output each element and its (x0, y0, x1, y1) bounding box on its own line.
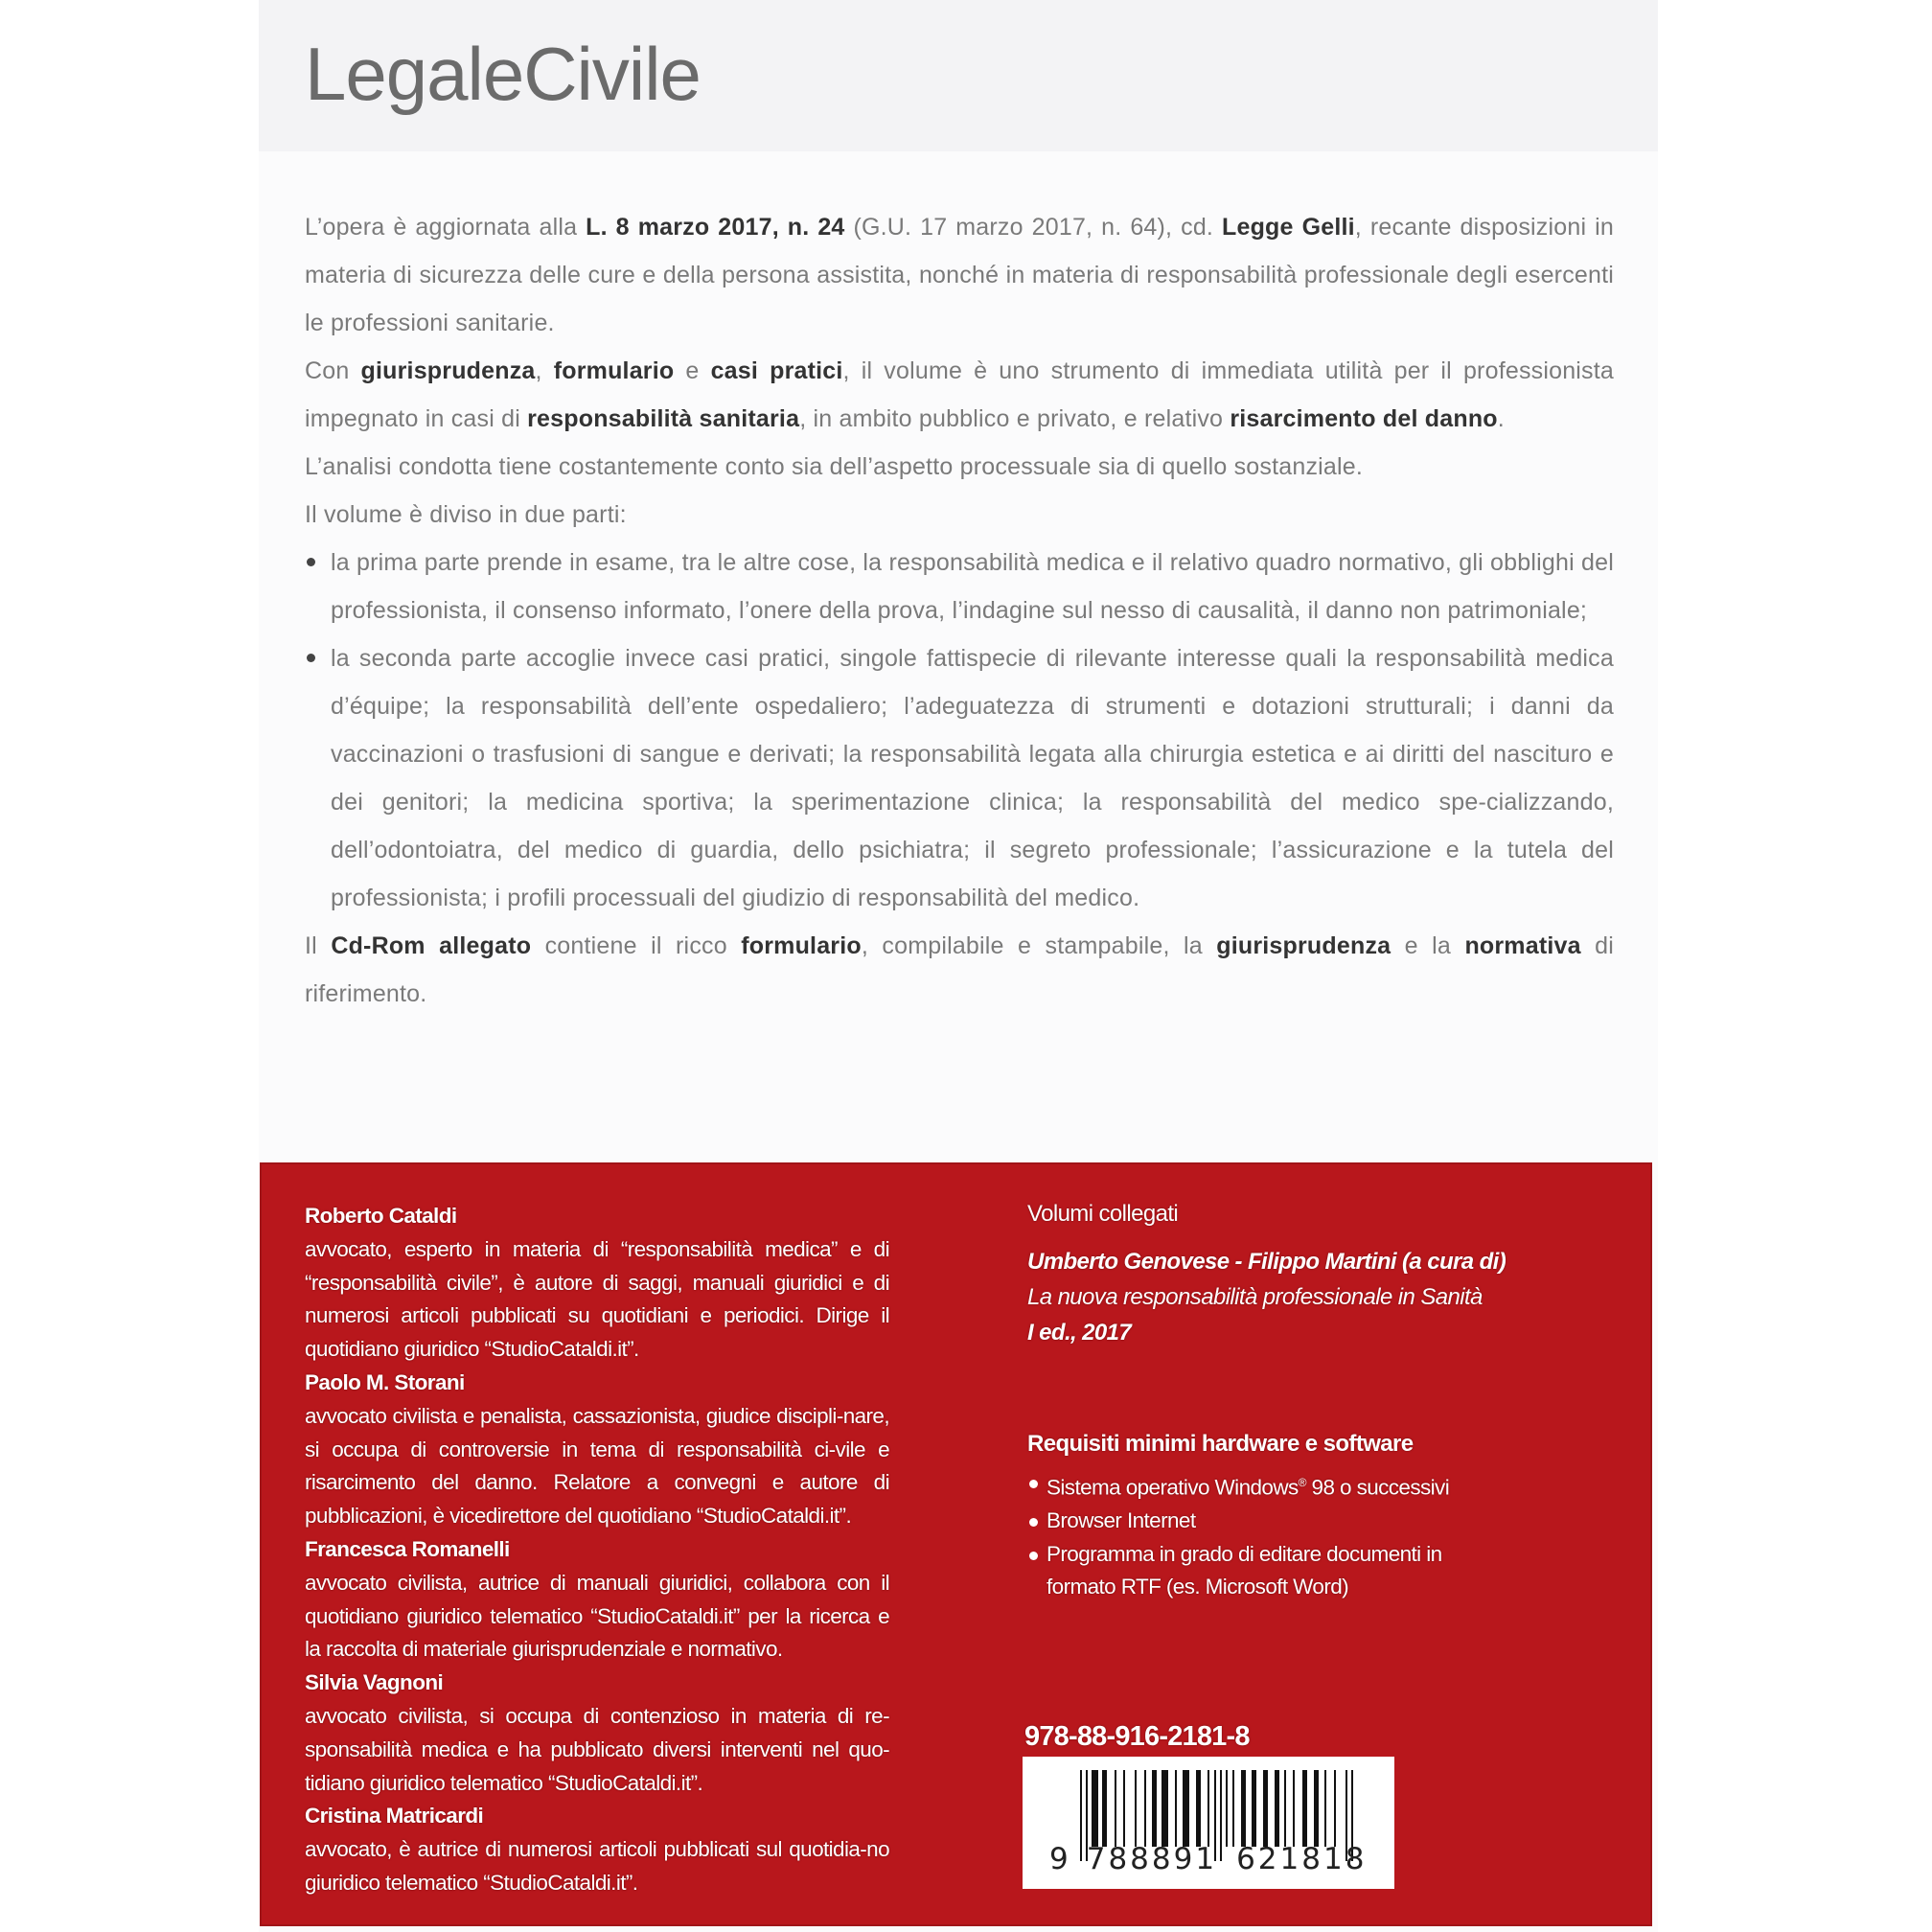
author-bio: avvocato, esperto in materia di “responsabilità medica” e di “responsabilità civile”, è autore di saggi, manuali giuridici e di numerosi articoli pubblicati su quotidiani e periodici. Dirige il quotidiano giuridico “StudioCataldi.it”. (305, 1236, 889, 1362)
author-name: Silvia Vagnoni (305, 1670, 444, 1695)
author-bio: avvocato civilista, si occupa di contenzioso in materia di re-sponsabilità medica e ha pubblicato diversi interventi nel quo-tidiano giuridico telematico “StudioCataldi.it”. (305, 1703, 889, 1795)
barcode-lead-digit: 9 (1049, 1842, 1071, 1876)
text-run: , il volume è uno strumento di immediata utilità per il professionista impegnato in casi di (305, 357, 1615, 432)
authors-list (305, 1200, 889, 1900)
text-run: , in ambito pubblico e privato, e relativo (799, 405, 1230, 432)
description-paragraph-3: L’analisi condotta tiene costantemente conto sia dell’aspetto processuale sia di quello sostanziale. (305, 453, 1364, 480)
barcode-group-2: 621818 (1236, 1842, 1368, 1876)
keyword: Cd-Rom allegato (331, 932, 532, 959)
text-run: di riferimento. (305, 932, 1614, 1007)
keyword: normativa (1464, 932, 1581, 959)
bullet-icon (1029, 1480, 1038, 1488)
registered-mark: ® (1298, 1476, 1306, 1489)
keyword: formulario (741, 932, 862, 959)
text-run: , (535, 357, 554, 384)
text-run: L’opera è aggiornata alla (305, 214, 586, 241)
author-bio: avvocato, è autrice di numerosi articoli pubblicati sul quotidia-no giuridico telematico “StudioCataldi.it”. (305, 1837, 889, 1895)
author-bio: avvocato civilista, autrice di manuali giuridici, collabora con il quotidiano giuridico telematico “StudioCataldi.it” per la ricerca e la raccolta di materiale giurisprudenziale e normativo. (305, 1570, 889, 1662)
text-run: . (1497, 405, 1505, 432)
bullet-icon (307, 558, 315, 566)
requirement-item (1027, 1505, 1468, 1538)
bullet-icon (1029, 1552, 1038, 1560)
author-entry (305, 1800, 889, 1899)
barcode-digits (1049, 1842, 1368, 1876)
list-item (305, 539, 1614, 634)
list-item-text: la prima parte prende in esame, tra le altre cose, la responsabilità medica e il relativo quadro normativo, gli obblighi del professionista, il consenso informato, l’onere della prova, l’indagine sul nesso di causalità, il danno non patrimoniale; (331, 549, 1614, 624)
requirement-text: Programma in grado di editare documenti in formato RTF (es. Microsoft Word) (1046, 1541, 1442, 1598)
author-bio: avvocato civilista e penalista, cassazionista, giudice discipli-nare, si occupa di controversie in tema di responsabilità ci-vile e risarcimento del danno. Relatore a convegni e autore di pubblicazioni, è vicedirettore del quotidiano “StudioCataldi.it”. (305, 1403, 889, 1529)
isbn-label: 978-88-916-2181-8 (1024, 1721, 1250, 1752)
related-volume-authors: Umberto Genovese - Filippo Martini (a cura di) (1027, 1249, 1506, 1275)
requirements-list (1027, 1466, 1468, 1604)
keyword: giurisprudenza (360, 357, 536, 384)
keyword: risarcimento del danno (1230, 405, 1498, 432)
volume-parts-list (305, 539, 1614, 922)
keyword: formulario (553, 357, 675, 384)
keyword: giurisprudenza (1216, 932, 1392, 959)
law-reference: L. 8 marzo 2017, n. 24 (586, 214, 845, 241)
related-and-requirements (1027, 1198, 1564, 1598)
author-name: Roberto Cataldi (305, 1204, 457, 1228)
bullet-icon (307, 654, 315, 662)
text-run: e (674, 357, 711, 384)
related-volume-edition: I ed., 2017 (1027, 1320, 1132, 1346)
description-paragraph-5 (305, 922, 1614, 1018)
requirement-item (1027, 1538, 1468, 1604)
series-title: LegaleCivile (305, 32, 701, 116)
author-entry (305, 1200, 889, 1367)
author-name: Paolo M. Storani (305, 1369, 465, 1394)
text-run: e la (1391, 932, 1465, 959)
description-paragraph-2 (305, 347, 1614, 443)
requirement-text: 98 o successivi (1305, 1475, 1450, 1500)
list-item (305, 634, 1614, 922)
requirement-text: Sistema operativo Windows (1046, 1475, 1299, 1500)
keyword: responsabilità sanitaria (527, 405, 800, 432)
requirements-heading: Requisiti minimi hardware e software (1027, 1431, 1414, 1457)
author-name: Cristina Matricardi (305, 1804, 484, 1828)
barcode (1023, 1757, 1394, 1889)
author-entry (305, 1667, 889, 1800)
author-entry (305, 1367, 889, 1533)
text-run: contiene il ricco (531, 932, 742, 959)
text-run: Con (305, 357, 361, 384)
text-run: , compilabile e stampabile, la (861, 932, 1217, 959)
related-volumes-heading: Volumi collegati (1027, 1201, 1179, 1227)
description-text (305, 203, 1614, 1018)
bullet-icon (1029, 1518, 1038, 1527)
keyword: casi pratici (710, 357, 843, 384)
text-run: Il (305, 932, 332, 959)
author-entry (305, 1533, 889, 1667)
text-run: (G.U. 17 marzo 2017, n. 64), cd. (844, 214, 1223, 241)
law-name: Legge Gelli (1222, 214, 1355, 241)
author-name: Francesca Romanelli (305, 1536, 510, 1561)
requirement-item (1027, 1466, 1468, 1505)
list-item-text: la seconda parte accoglie invece casi pratici, singole fattispecie di rilevante interesse quali la responsabilità medica d’équipe; la responsabilità dell’ente ospedaliero; l’adeguatezza di strumenti e dotazioni strutturali; i danni da vaccinazioni o trasfusioni di sangue e derivati; la responsabilità legata alla chirurgia estetica e ai diritti del nascituro e dei genitori; la medicina sportiva; la sperimentazione clinica; la responsabilità del medico spe-cializzando, dell’odontoiatra, del medico di guardia, dello psichiatra; il segreto professionale; l’assicurazione e la tutela del professionista; i profili processuali del giudizio di responsabilità del medico. (331, 645, 1614, 911)
requirement-text: Browser Internet (1046, 1508, 1196, 1532)
related-volume-title: La nuova responsabilità professionale in Sanità (1027, 1284, 1483, 1310)
description-paragraph-4: Il volume è diviso in due parti: (305, 501, 627, 528)
text-run: , recante disposizioni in materia di sicurezza delle cure e della persona assistita, nonché in materia di responsabilità professionale degli esercenti le professioni sanitarie. (305, 214, 1614, 336)
barcode-group-1: 788891 (1086, 1842, 1218, 1876)
description-paragraph-1 (305, 203, 1614, 347)
